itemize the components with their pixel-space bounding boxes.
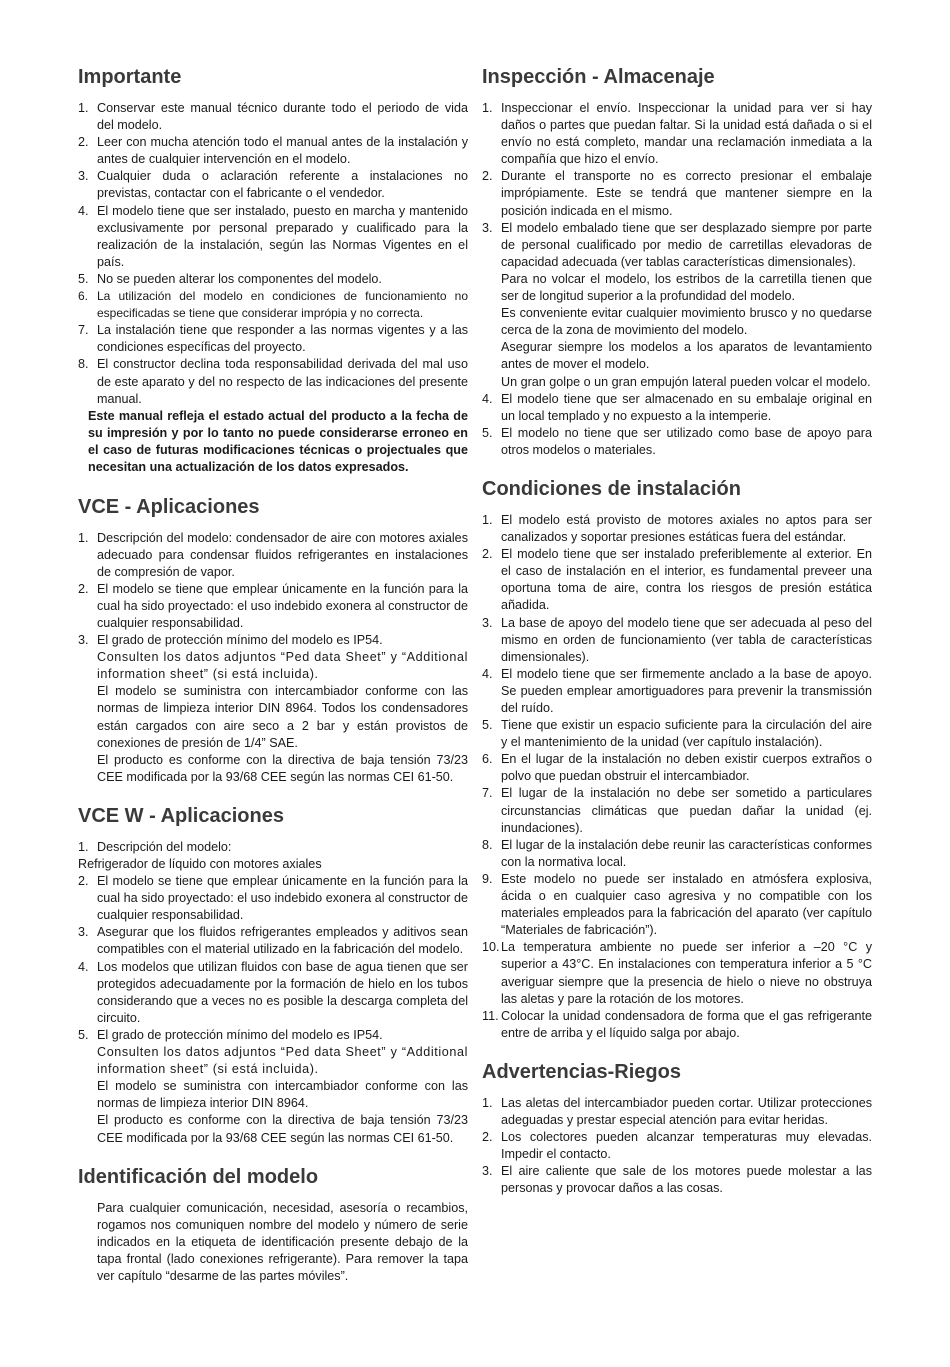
list-item: 1. Las aletas del intercambiador pueden cortar. Utilizar protecciones adeguadas y prestar especial atención para evitar heridas. — [482, 1095, 872, 1127]
list-item: 6. La utilización del modelo en condiciones de funcionamiento no especificadas se tiene que considerar imprópia y no correcta. — [78, 289, 468, 321]
section-vcew — [78, 803, 468, 1147]
section-vce — [78, 494, 468, 786]
section-inspeccion — [482, 64, 872, 459]
list-item: 2. El modelo se tiene que emplear únicamente en la función para la cual ha sido proyectado: el uso indebido exonera al constructor de cualquier responsabilidad. — [78, 581, 468, 630]
list-item: 5. Tiene que existir un espacio suficiente para la circulación del aire y el mantenimiento de la unidad (ver capítulo instalación). — [482, 718, 872, 750]
list-item: 7. El lugar de la instalación no debe ser sometido a particulares circunstancias climáticas que puedan dañar la unidad (ej. inundaciones). — [482, 786, 872, 835]
heading-advertencias: Advertencias-Riegos — [482, 1060, 681, 1083]
list-item: 3. Asegurar que los fluidos refrigerantes empleados y aditivos sean compatibles con el material utilizado en la fabricación del modelo. — [78, 925, 468, 957]
list-item: 7. La instalación tiene que responder a las normas vigentes y a las condiciones específicas del proyecto. — [78, 323, 468, 355]
list-item: 2. Leer con mucha atención todo el manual antes de la instalación y antes de cualquier intervención en el modelo. — [78, 135, 468, 167]
list-item: 1. Inspeccionar el envío. Inspeccionar la unidad para ver si hay daños o partes que puedan faltar. Si la unidad está dañada o si el envío no está completo, mandar una reclamación inmediata a la compañía que hizo el envío. — [482, 101, 872, 167]
list-item: 2. El modelo tiene que ser instalado preferiblemente al exterior. En el caso de instalación en el interior, es fundamental preveer una oportuna toma de aire, contra los riesgos de presión estática añadida. — [482, 547, 872, 613]
heading-vcew: VCE W - Aplicaciones — [78, 804, 284, 827]
heading-identificacion: Identificación del modelo — [78, 1165, 319, 1188]
section-identificacion — [78, 1164, 468, 1285]
list-item: 6. En el lugar de la instalación no deben existir cuerpos extraños o polvo que puedan obstruir el intercambiador. — [482, 752, 872, 784]
identificacion-text: Para cualquier comunicación, necesidad, asesoría o recambios, rogamos nos comuniquen nombre del modelo y número de serie indicados en la etiqueta de identificación presente debajo de la tapa frontal (lado conexiones refrigerante). Para remover la tapa ver capítulo “desarme de las partes móviles”. — [97, 1200, 468, 1283]
list-item: 4. El modelo tiene que ser almacenado en su embalaje original en un local templado y no expuesto a la intemperie. — [482, 391, 872, 423]
right-column — [482, 64, 872, 1214]
list-item: 2. Los colectores pueden alcanzar temperaturas muy elevadas. Impedir el contacto. — [482, 1130, 872, 1162]
importante-note: Este manual refleja el estado actual del producto a la fecha de su impresión y por lo tanto no puede considerarse erroneo en el caso de futuras modificaciones técnicas o projectuales que necesitan una actualización de los datos expresados. — [88, 408, 468, 475]
list-item: 2. Durante el transporte no es correcto presionar el embalaje imprópiamente. Este se tendrá que mantener siempre en la posición indicada en el mismo. — [482, 169, 872, 218]
list-item-paragraph: Consulten los datos adjuntos “Ped data Sheet” y “Additional information sheet” (si está incluida). — [97, 1045, 468, 1077]
list-item: 3. La base de apoyo del modelo tiene que ser adecuada al peso del mismo en orden de funcionamiento (ver tabla de características dimensionales). — [482, 615, 872, 664]
list-item-paragraph: Un gran golpe o un gran empujón lateral pueden volcar el modelo. — [501, 374, 871, 389]
list-item: 5. El grado de protección mínimo del modelo es IP54. Consulten los datos adjuntos “Ped data Sheet” y “Additional information sheet” (si está incluida). El modelo se suministra con intercambiador conforme con las normas de limpieza interior DIN 8964. El producto es conforme con la directiva de baja tensión 73/23 CEE modificada por la 93/68 CEE según las normas CEI 61-50. — [78, 1027, 468, 1147]
condiciones-list — [482, 512, 872, 1042]
list-item: 9. Este modelo no puede ser instalado en atmósfera explosiva, ácida o en cualquier caso agresiva y no compatible con los materiales empleados para la fabricación del aparato (ver capítulo “Materiales de fabricación”). — [482, 871, 872, 938]
list-item: 3. El aire caliente que sale de los motores puede molestar a las personas y provocar daños a las cosas. — [482, 1164, 872, 1196]
heading-vce: VCE - Aplicaciones — [78, 495, 260, 518]
vce-list — [78, 530, 468, 786]
heading-condiciones: Condiciones de instalación — [482, 477, 741, 500]
list-item: 8. El lugar de la instalación debe reunir las características conformes con la normativa local. — [482, 837, 872, 869]
list-item: 3. El grado de protección mínimo del modelo es IP54. Consulten los datos adjuntos “Ped data Sheet” y “Additional information sheet” (si está incluida). El modelo se suministra con intercambiador conforme con las normas de limpieza interior DIN 8964. Todos los condensadores están cargados con aire seco a 2 bar y están provistos de conexiones de presión de 1/4” SAE. El producto es conforme con la directiva de baja tensión 73/23 CEE modificada por la 93/68 CEE según las normas CEI 61-50. — [78, 632, 468, 786]
list-item: 5. El modelo no tiene que ser utilizado como base de apoyo para otros modelos o materiales. — [482, 425, 872, 457]
inspeccion-list — [482, 100, 872, 459]
list-item: 1. Conservar este manual técnico durante todo el periodo de vida del modelo. — [78, 101, 468, 133]
list-item: 4. El modelo tiene que ser firmemente anclado a la base de apoyo. Se pueden emplear amortiguadores para prevenir la transmissión del ruído. — [482, 666, 872, 715]
list-item: 3. Cualquier duda o aclaración referente a instalaciones no previstas, contactar con el fabricante o el vendedor. — [78, 169, 468, 201]
list-item-paragraph: El producto es conforme con la directiva de baja tensión 73/23 CEE modificada por la 93/68 CEE según las normas CEI 61-50. — [97, 752, 468, 784]
list-item-paragraph: Consulten los datos adjuntos “Ped data Sheet” y “Additional information sheet” (si está incluida). — [97, 650, 468, 682]
list-item: 1. El modelo está provisto de motores axiales no aptos para ser canalizados y soportar presiones estáticas fuera del estándar. — [482, 512, 872, 545]
list-item: 5. No se pueden alterar los componentes del modelo. — [78, 271, 382, 286]
list-item-paragraph: El producto es conforme con la directiva de baja tensión 73/23 CEE modificada por la 93/68 CEE según las normas CEI 61-50. — [97, 1113, 468, 1145]
list-item: 10. La temperatura ambiente no puede ser inferior a –20 °C y superior a 43°C. En instalaciones con temperatura inferior a 5 °C averiguar siempre que la presencia de hielo o nieve no obstruya las aletas y pare la rotación de los motores. — [482, 940, 872, 1006]
left-column — [78, 64, 468, 1302]
list-item: 4. Los modelos que utilizan fluidos con base de agua tienen que ser protegidos adecuadamente por la formación de hielo en los tubos considerando que a veces no es posible la descarga completa del circuito. — [78, 959, 468, 1025]
list-item-paragraph: Asegurar siempre los modelos a los aparatos de levantamiento antes de mover el modelo. — [501, 340, 872, 372]
list-item-paragraph: Es conveniente evitar cualquier movimiento brusco y no quedarse cerca de la zona de movimiento del modelo. — [501, 306, 872, 338]
list-item-paragraph: El modelo se suministra con intercambiador conforme con las normas de limpieza interior DIN 8964. Todos los condensadores están cargados con aire seco a 2 bar y están provistos de conexiones de presión de 1/4” SAE. — [97, 684, 468, 750]
list-item: 1. Descripción del modelo: — [78, 839, 232, 854]
advertencias-list — [482, 1095, 872, 1198]
list-item-paragraph: El modelo se suministra con intercambiador conforme con las normas de limpieza interior DIN 8964. — [97, 1079, 468, 1111]
importante-list — [78, 100, 468, 408]
list-item-paragraph: Para no volcar el modelo, los estribos de la carretilla tienen que ser de longitud superior a la profundidad del modelo. — [501, 271, 872, 304]
heading-importante: Importante — [78, 66, 182, 88]
list-item: 2. El modelo se tiene que emplear únicamente en la función para la cual ha sido proyectado: el uso indebido exonera al constructor de cualquier responsabilidad. — [78, 874, 468, 923]
list-item: 8. El constructor declina toda responsabilidad derivada del mal uso de este aparato y del no respecto de las indicaciones del presente manual. — [78, 357, 468, 406]
section-importante — [78, 64, 468, 477]
list-item: 1. Descripción del modelo: condensador de aire con motores axiales adecuado para condensar fluidos refrigerantes en instalaciones de compresión de vapor. — [78, 530, 468, 579]
section-condiciones — [482, 476, 872, 1042]
section-advertencias — [482, 1059, 872, 1198]
list-item: 4. El modelo tiene que ser instalado, puesto en marcha y mantenido exclusivamente por personal preparado y cualificado para la realización de la instalación, según las Normas Vigentes en el país. — [78, 203, 468, 269]
vcew-list — [78, 839, 468, 856]
heading-inspeccion: Inspección - Almacenaje — [482, 66, 715, 88]
vcew-item1-continuation: Refrigerador de líquido con motores axiales — [78, 857, 322, 871]
vcew-list-cont — [78, 873, 468, 1147]
list-item: 3. El modelo embalado tiene que ser desplazado siempre por parte de personal cualificado por medio de carretillas elevadoras de capacidad adecuada (ver tablas características dimensionales). Para no volcar el modelo, los estribos de la carretilla tienen que ser de longitud superior a la profundidad del modelo. Es conveniente evitar cualquier movimiento brusco y no quedarse cerca de la zona de movimiento del modelo. Asegurar siempre los modelos a los aparatos de levantamiento antes de mover el modelo. Un gran golpe o un gran empujón lateral pueden volcar el modelo. — [482, 220, 872, 391]
list-item: 11. Colocar la unidad condensadora de forma que el gas refrigerante entre de arriba y el líquido salga por abajo. — [482, 1008, 872, 1040]
